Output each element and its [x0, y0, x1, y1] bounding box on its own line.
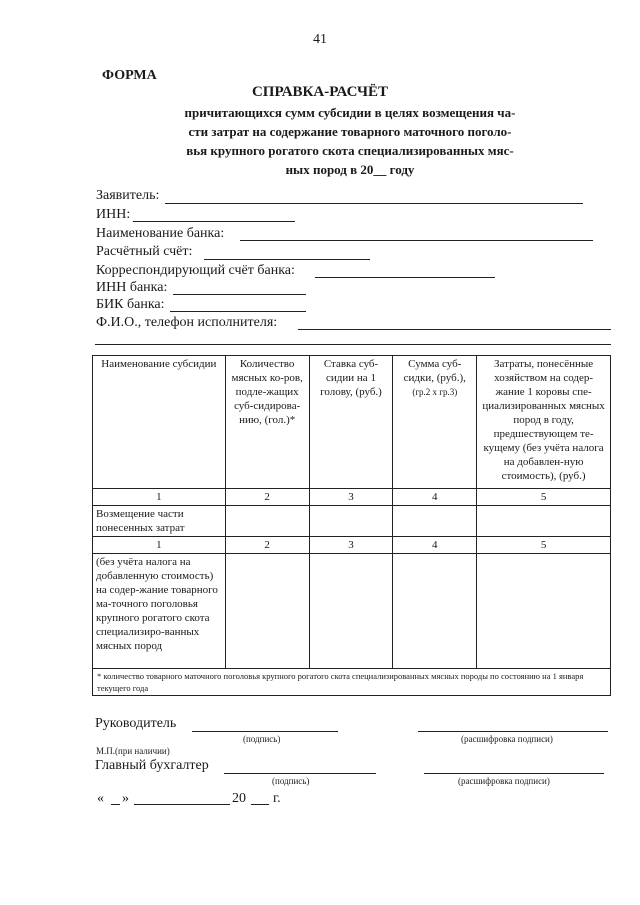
subsidy-table — [92, 355, 611, 696]
bik-label: БИК банка: — [96, 297, 165, 312]
bank-name-label: Наименование банка: — [96, 226, 225, 241]
executor-line-2[interactable] — [95, 344, 611, 345]
applicant-line[interactable] — [165, 203, 583, 204]
inn-line[interactable] — [133, 221, 295, 222]
date-month-line[interactable] — [134, 804, 230, 805]
applicant-label: Заявитель: — [96, 188, 160, 203]
subtitle-line: сти затрат на содержание товарного маточного поголо- — [188, 124, 512, 139]
column-number-row — [93, 537, 611, 554]
table-header-row — [93, 356, 611, 489]
decode-caption: (расшифровка подписи) — [461, 734, 553, 744]
subtitle-line: причитающихся сумм субсидии в целях возмещения ча- — [184, 105, 516, 120]
footnote-row — [93, 669, 611, 696]
form-label: ФОРМА — [102, 68, 157, 83]
row-label: (без учёта налога на добавленную стоимость) на содер-жание товарного ма-точного поголовья крупного рогатого скота специализиро-ванных мясных пород — [93, 554, 226, 669]
col-number: 4 — [393, 537, 477, 554]
header-cell: Наименование субсидии — [93, 356, 226, 489]
table-cell[interactable] — [477, 506, 611, 537]
table-cell[interactable] — [393, 506, 477, 537]
table-cell[interactable] — [225, 506, 309, 537]
date-year-line[interactable] — [251, 804, 269, 805]
document-subtitle — [140, 103, 560, 179]
footnote: * количество товарного маточного поголовья крупного рогатого скота специализированных мясных породы по состоянию на 1 января текущего года — [93, 669, 611, 696]
header-cell — [393, 356, 477, 489]
table-row — [93, 554, 611, 669]
bik-line[interactable] — [170, 311, 306, 312]
account-line[interactable] — [204, 259, 370, 260]
account-label: Расчётный счёт: — [96, 244, 193, 259]
header-cell: Количество мясных ко-ров, подле-жащих суб-сидирова-нию, (гол.)* — [225, 356, 309, 489]
document-title: СПРАВКА-РАСЧЁТ — [251, 84, 389, 100]
signature-caption: (подпись) — [272, 776, 310, 786]
decode-caption: (расшифровка подписи) — [458, 776, 550, 786]
date-close-quote: » — [122, 791, 129, 806]
corr-account-label: Корреспондирующий счёт банка: — [96, 263, 295, 278]
formula-text: (гр.2 х гр.3) — [412, 387, 458, 397]
header-text: Сумма суб-сидки, (руб.), — [403, 358, 466, 384]
col-number: 1 — [93, 489, 226, 506]
col-number: 1 — [93, 537, 226, 554]
row-label: Возмещение части понесенных затрат — [93, 506, 226, 537]
accountant-decode-line[interactable] — [424, 773, 604, 774]
date-year-suffix: г. — [273, 791, 281, 806]
date-year-prefix: 20 — [232, 791, 246, 806]
column-number-row — [93, 489, 611, 506]
table-cell[interactable] — [225, 554, 309, 669]
col-number: 5 — [477, 537, 611, 554]
header-cell: Ставка суб-сидии на 1 голову, (руб.) — [309, 356, 393, 489]
chief-accountant-label: Главный бухгалтер — [95, 758, 209, 773]
head-decode-line[interactable] — [418, 731, 608, 732]
table-cell[interactable] — [393, 554, 477, 669]
col-number: 3 — [309, 489, 393, 506]
table-cell[interactable] — [309, 554, 393, 669]
subtitle-line: ных пород в 20__ году — [285, 162, 415, 177]
accountant-signature-line[interactable] — [224, 773, 376, 774]
col-number: 5 — [477, 489, 611, 506]
page-number: 41 — [313, 32, 327, 47]
header-cell: Затраты, понесённые хозяйством на содер-жание 1 коровы спе-циализированных мясных пород в году, предшествующем те-кущему (без учёта налога на добавлен-ную стоимость), (руб.) — [477, 356, 611, 489]
table-cell[interactable] — [477, 554, 611, 669]
head-label: Руководитель — [95, 716, 177, 731]
bank-name-line[interactable] — [240, 240, 593, 241]
subtitle-line: вья крупного рогатого скота специализированных мяс- — [186, 143, 514, 158]
table-cell[interactable] — [309, 506, 393, 537]
executor-label: Ф.И.О., телефон исполнителя: — [96, 315, 278, 330]
executor-line[interactable] — [298, 329, 611, 330]
head-signature-line[interactable] — [192, 731, 338, 732]
signature-caption: (подпись) — [243, 734, 281, 744]
date-day-line[interactable] — [111, 804, 120, 805]
table-row — [93, 506, 611, 537]
inn-label: ИНН: — [96, 207, 131, 222]
date-open-quote: « — [97, 791, 104, 806]
col-number: 3 — [309, 537, 393, 554]
col-number: 4 — [393, 489, 477, 506]
corr-account-line[interactable] — [315, 277, 495, 278]
bank-inn-line[interactable] — [173, 294, 306, 295]
stamp-label: М.П.(при наличии) — [96, 746, 170, 756]
col-number: 2 — [225, 537, 309, 554]
col-number: 2 — [225, 489, 309, 506]
bank-inn-label: ИНН банка: — [96, 280, 168, 295]
